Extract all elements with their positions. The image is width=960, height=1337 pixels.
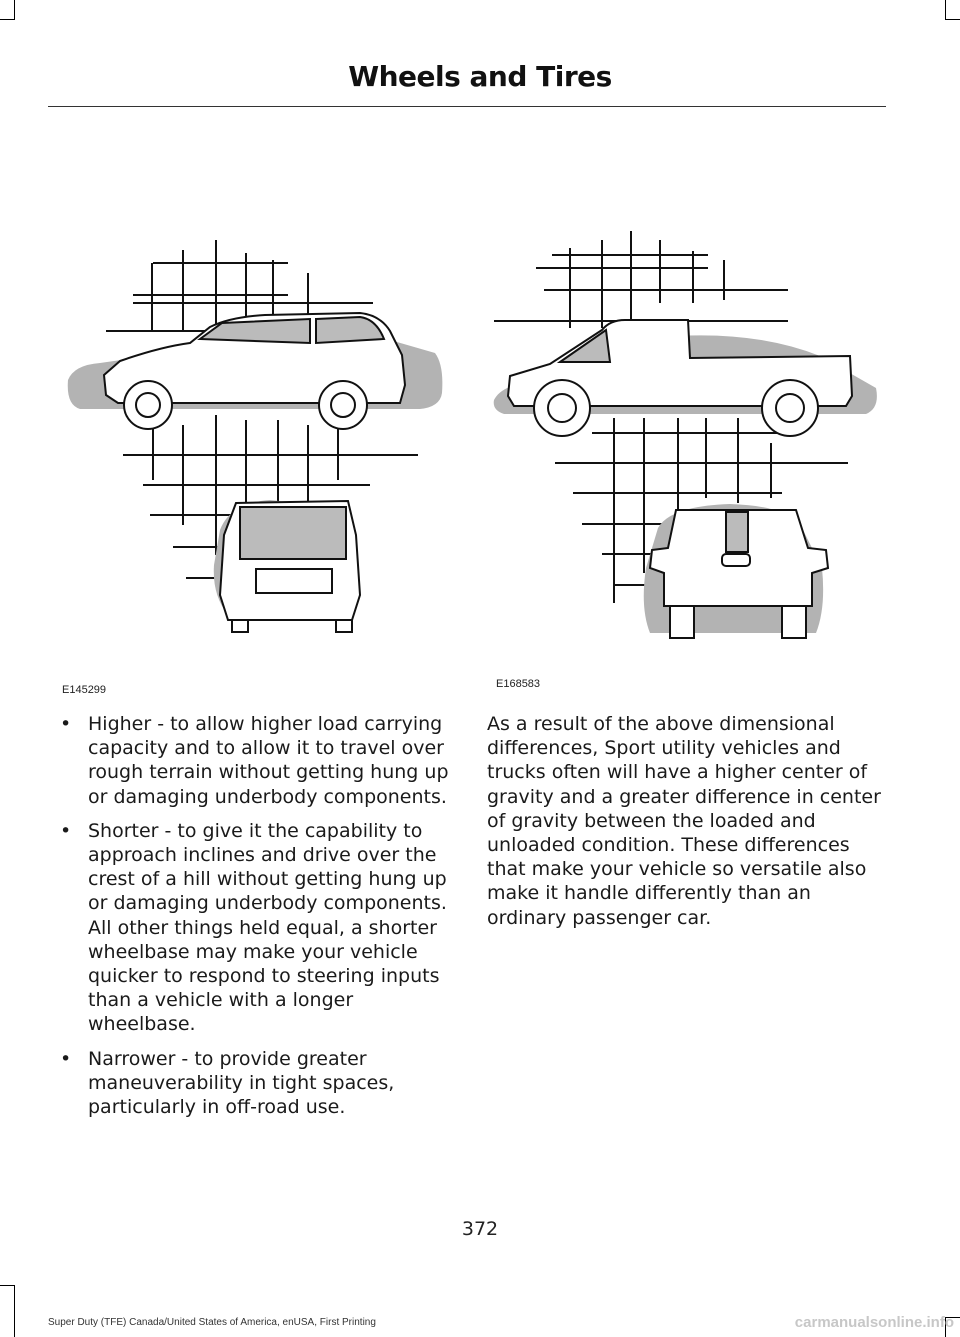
pickup-illustration [490, 228, 890, 648]
crop-mark [14, 1285, 15, 1337]
body-paragraph: As a result of the above dimensional differences, Sport utility vehicles and trucks often will have a higher center of gravity and a greater difference in center of gravity between the loaded and unloaded condition. These differences that make your vehicle so versatile also make it handle differently than an ordinary passenger car. [487, 713, 881, 929]
crop-mark [945, 0, 946, 20]
list-item [60, 1047, 455, 1120]
watermark: carmanualsonline.info [794, 1314, 954, 1331]
crop-mark [0, 1285, 15, 1286]
list-item [60, 712, 455, 809]
crop-mark [945, 19, 960, 20]
crop-mark [14, 0, 15, 20]
bullet-text: Shorter - to give it the capability to approach inclines and drive over the crest of a hill without getting hung up or damaging underbody components. All other things held equal, a shorter wheelbase may make your vehicle quicker to respond to steering inputs than a vehicle with a longer wheelbase. [88, 819, 447, 1036]
footer-text: Super Duty (TFE) Canada/United States of America, enUSA, First Printing [48, 1317, 376, 1328]
bullet-marker: • [60, 713, 72, 735]
bullet-text: Higher - to allow higher load carrying capacity and to allow it to travel over rough terrain without getting hung up or damaging underbody components. [88, 713, 449, 808]
bullet-list [60, 712, 455, 1129]
bullet-text: Narrower - to provide greater maneuverability in tight spaces, particularly in off-road use. [88, 1047, 395, 1119]
page-title: Wheels and Tires [348, 60, 612, 93]
suv-illustration [60, 235, 460, 655]
bullet-marker: • [60, 819, 72, 842]
list-item [60, 819, 455, 1037]
figure-label: E168583 [496, 678, 541, 690]
figure-label: E145299 [62, 684, 107, 696]
header-divider [48, 106, 886, 107]
page-number: 372 [461, 1218, 499, 1240]
crop-mark [0, 19, 15, 20]
bullet-marker: • [60, 1047, 72, 1070]
